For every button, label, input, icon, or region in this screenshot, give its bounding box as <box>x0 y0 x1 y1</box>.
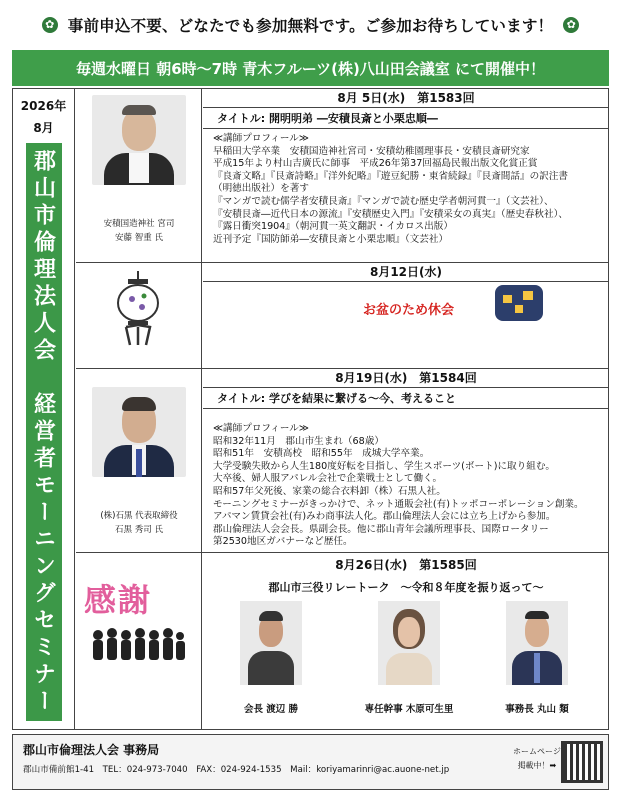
panelist <box>359 601 459 715</box>
footer-organization: 郡山市倫理法人会 事務局 <box>23 743 160 757</box>
speaker-affiliation: 安積国造神社 宮司 <box>103 219 175 229</box>
profile-line: 『露日衝突1904』（朝河貫一英文翻訳・イカロス出版） <box>213 221 453 233</box>
speaker-caption <box>76 217 202 245</box>
schedule-bar: 毎週水曜日 朝6時～7時 青木フルーツ(株)八山田会議室 にて開催中！ <box>12 50 609 86</box>
profile-line: 昭和57年父死後、家業の総合衣料卸（株）石黒人社。 <box>213 485 446 497</box>
session-content <box>203 89 609 262</box>
thanks-cell <box>76 553 202 729</box>
flower-icon: ✿ <box>563 17 579 33</box>
session-title: タイトル: 学びを結果に繋げる～今、考えること <box>203 388 609 409</box>
session-row-holiday <box>76 263 609 369</box>
speaker-name: 安藤 智重 氏 <box>115 233 163 243</box>
session-title: 郡山市三役リレートーク ～令和８年度を振り返って～ <box>268 581 544 594</box>
session-row <box>76 89 609 263</box>
session-content <box>203 263 609 368</box>
session-date: 8月19日(水) 第1584回 <box>203 369 609 388</box>
speaker-name: 石黒 秀司 氏 <box>115 525 163 535</box>
speaker-portrait <box>92 387 186 477</box>
thanks-art-text: 感謝 <box>84 581 153 619</box>
top-notice-banner <box>0 0 621 50</box>
profile-line: 『安積艮斎―近代日本の源流』『安積歴史入門』『安積采女の真実』（歴史春秋社）、 <box>213 208 568 220</box>
seminar-title-vertical: 郡山市倫理法人会 経営者モーニングセミナー <box>26 143 62 721</box>
profile-line: 大卒後、婦人服アパレル会社で企業戦士として働く。 <box>213 473 443 485</box>
lantern-cell <box>76 263 202 368</box>
profile-line: ≪講師プロフィール≫ <box>213 133 309 144</box>
profile-line: 大学受験失敗から人生180度好転を目指し、学生スポーツ(ボート)に取り組む。 <box>213 460 556 472</box>
lantern-icon <box>106 271 170 349</box>
speaker-photo-cell <box>76 89 202 262</box>
session-date: 8月 5日(水) 第1583回 <box>203 89 609 108</box>
session-row <box>76 369 609 553</box>
panelist-photo <box>240 601 302 685</box>
qr-code-icon[interactable] <box>561 741 603 783</box>
month-label: 8月 <box>33 121 54 135</box>
footer-contact: 郡山市備前館1-41 TEL：024-973-7040 FAX：024-924-1535 Mail：koriyamarinri@ac.auone-net.jp <box>23 765 450 775</box>
speaker-profile <box>203 129 609 246</box>
session-content <box>203 369 609 552</box>
homepage-note <box>513 745 561 773</box>
profile-line: ≪講師プロフィール≫ <box>213 423 309 434</box>
homepage-label: ホームページ <box>513 747 561 756</box>
speaker-caption <box>76 509 202 537</box>
closed-notice: お盆のため休会 <box>363 303 455 318</box>
session-content <box>203 553 609 729</box>
homepage-link[interactable]: 掲載中！➡ <box>517 761 557 770</box>
profile-line: 近刊予定『国防師弟―安積艮斎と小栗忠順』（文芸社） <box>213 233 449 245</box>
session-date: 8月12日(水) <box>203 263 609 282</box>
panelist-name: 専任幹事 木原可生里 <box>364 704 454 715</box>
panelist <box>221 601 321 715</box>
panelist <box>487 601 587 715</box>
speaker-photo-cell <box>76 369 202 552</box>
profile-line: 第2530地区ガバナーなど歴任。 <box>213 536 353 548</box>
night-house-icon <box>493 279 545 323</box>
footer <box>12 734 609 790</box>
panelist-name: 事務長 丸山 類 <box>505 704 569 715</box>
year-month <box>13 89 74 139</box>
profile-line: 早稲田大学卒業 安積国造神社宮司・安積幼稚園理事長・安積艮斎研究家 <box>213 145 530 157</box>
session-title: タイトル: 開明明弟 ―安積艮斎と小栗忠順― <box>203 108 609 129</box>
schedule-grid <box>12 88 609 730</box>
panelist-photo <box>378 601 440 685</box>
speaker-profile <box>203 409 609 549</box>
sidebar <box>13 89 75 729</box>
profile-line: 『マンガで読む儒学者安積艮斎』『マンガで読む歴史学者朝河貫一』（文芸社）、 <box>213 195 554 207</box>
notice-text: 事前申込不要、どなたでも参加無料です。ご参加お待ちしています！ <box>67 17 554 35</box>
session-row <box>76 553 609 729</box>
profile-line: （明徳出版社）を著す <box>213 183 309 195</box>
panelist-photo <box>506 601 568 685</box>
profile-line: 『良斎文略』『艮斎詩略』『洋外紀略』『遊豆紀勝・東省続録』『艮斎間話』の訳注書 <box>213 170 568 182</box>
profile-line: 郡山倫理法人会会長。県副会長。他に郡山青年会議所理事長、国際ロータリー <box>213 523 549 535</box>
profile-line: 平成15年より村山吉廣氏に師事 平成26年第37回福島民報出版文化賞正賞 <box>213 158 538 170</box>
crowd-illustration <box>90 627 186 663</box>
year-label: 2026年 <box>20 99 67 113</box>
profile-line: モーニングセミナーがきっかけで、ネット通販会社(有)トッポコーポレーション創業。 <box>213 498 584 510</box>
profile-line: 昭和32年11月 郡山市生まれ（68歳） <box>213 435 384 447</box>
speaker-affiliation: (株)石黒 代表取締役 <box>100 511 178 521</box>
speaker-portrait <box>92 95 186 185</box>
profile-line: 昭和51年 安積高校 昭和55年 成城大学卒業。 <box>213 448 430 460</box>
profile-line: アパマン賃貸会社(有)みわ商事法人化。郡山倫理法人会には立ち上げから参加。 <box>213 511 556 523</box>
session-date: 8月26日(水) 第1585回 <box>335 558 477 572</box>
panelist-name: 会長 渡辺 勝 <box>243 704 299 715</box>
flower-icon: ✿ <box>42 17 58 33</box>
